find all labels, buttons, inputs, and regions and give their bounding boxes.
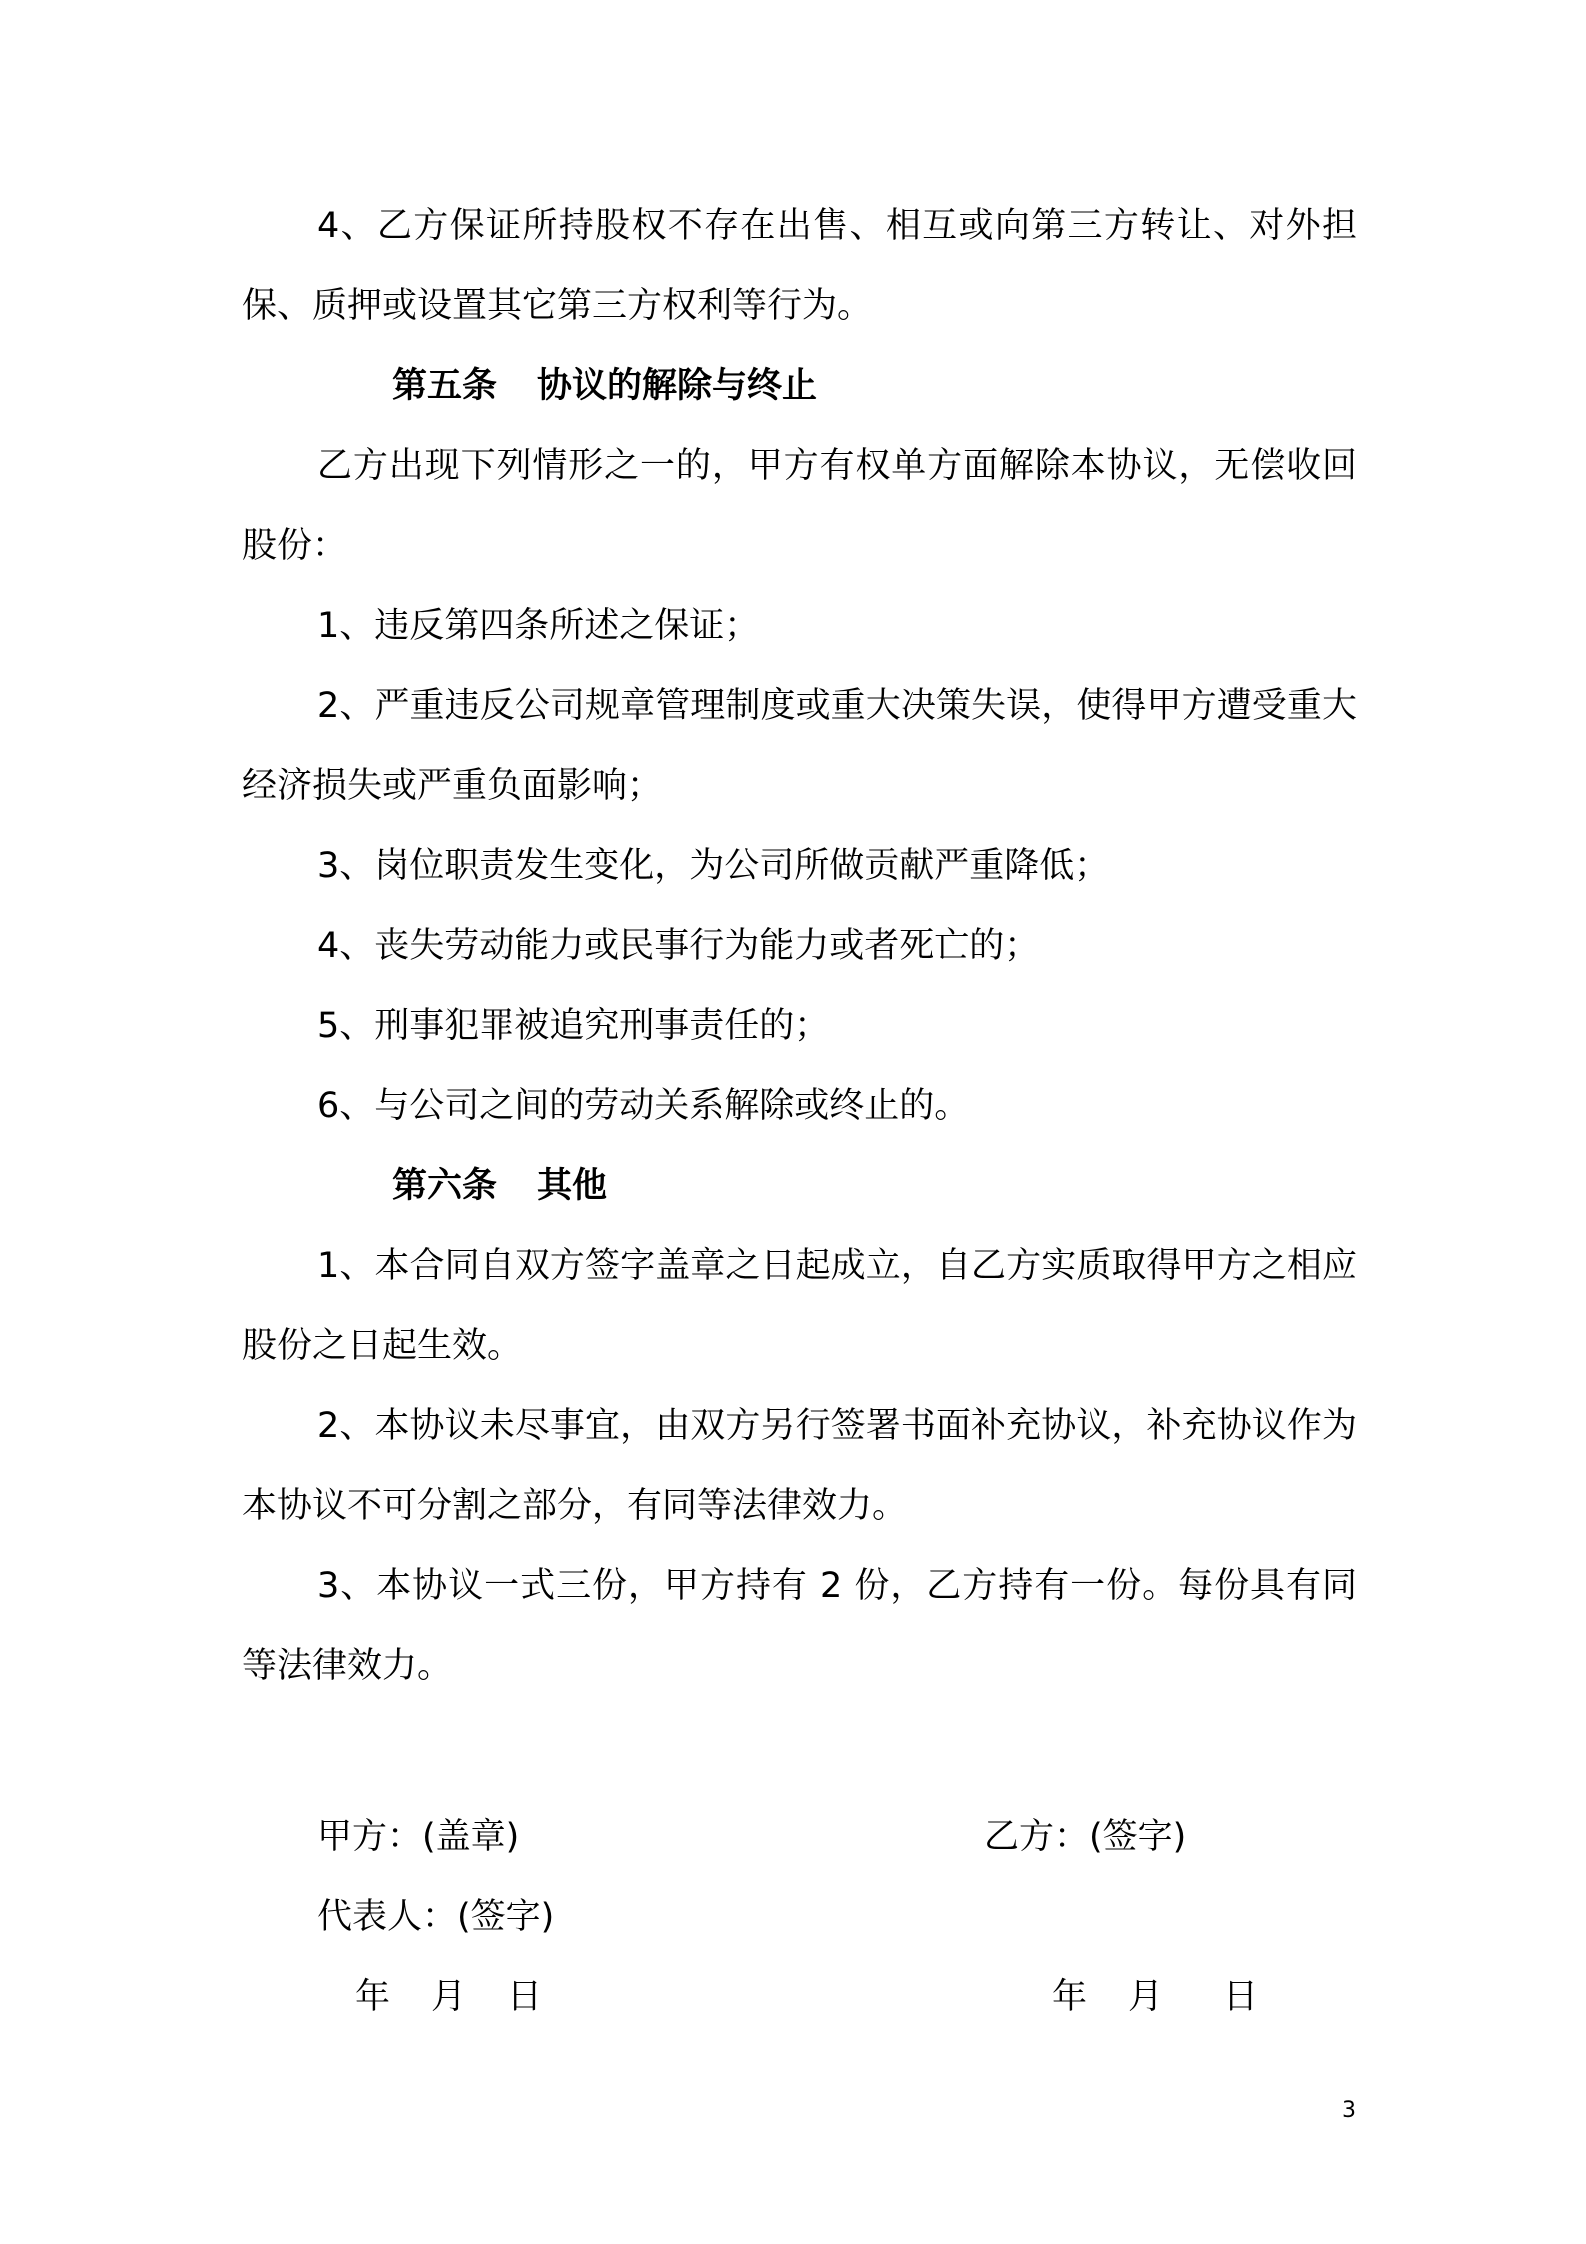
article-6-number: 第六条: [392, 1166, 498, 1206]
article-5-item-1: 1、违反第四条所述之保证；: [317, 606, 760, 646]
article-6-item-1: 1、本合同自双方签字盖章之日起成立，自乙方实质取得甲方之相应股份之日起生效。: [242, 1246, 1357, 1366]
article-5-item-4: 4、丧失劳动能力或民事行为能力或者死亡的；: [317, 926, 1040, 966]
article-6-item-3: 3、本协议一式三份，甲方持有 2 份，乙方持有一份。每份具有同等法律效力。: [242, 1566, 1357, 1686]
article-5-item-3: 3、岗位职责发生变化，为公司所做贡献严重降低；: [317, 846, 1110, 886]
party-a-date-line: [355, 1957, 542, 2037]
article-5-title: 协议的解除与终止: [537, 366, 818, 406]
party-b-date-month: 月: [1128, 1977, 1164, 2017]
article-5-intro-paragraph: 乙方出现下列情形之一的，甲方有权单方面解除本协议，无偿收回股份：: [242, 446, 1357, 566]
party-a-signature-label: 甲方：(盖章): [317, 1817, 520, 1857]
article-6-title: 其他: [537, 1166, 608, 1206]
party-b-date-year: 年: [1052, 1977, 1088, 2017]
article-6-heading: [242, 1146, 1357, 1226]
article-6-item-2: 2、本协议未尽事宜，由双方另行签署书面补充协议，补充协议作为本协议不可分割之部分，有同等法律效力。: [242, 1406, 1357, 1526]
party-a-date-month: 月: [431, 1977, 467, 2017]
representative-signature-label: 代表人：(签字): [317, 1897, 555, 1937]
party-b-date-line: [1052, 1957, 1258, 2037]
article-5-heading: [242, 346, 1357, 426]
party-a-date-day: 日: [507, 1977, 543, 2017]
article-5-item-5: 5、刑事犯罪被追究刑事责任的；: [317, 1006, 830, 1046]
party-a-date-year: 年: [355, 1977, 391, 2017]
party-b-date-day: 日: [1223, 1977, 1259, 2017]
article-5-item-2: 2、严重违反公司规章管理制度或重大决策失误，使得甲方遭受重大经济损失或严重负面影响；: [242, 686, 1357, 806]
article-5-item-6: 6、与公司之间的劳动关系解除或终止的。: [317, 1086, 970, 1126]
article-5-number: 第五条: [392, 366, 498, 406]
party-b-signature-label: 乙方：(签字): [984, 1817, 1187, 1857]
page-number: 3: [1342, 2098, 1356, 2123]
document-body: [242, 186, 1357, 1706]
clause-4-1-paragraph: 4、乙方保证所持股权不存在出售、相互或向第三方转让、对外担保、质押或设置其它第三方权利等行为。: [242, 206, 1357, 326]
